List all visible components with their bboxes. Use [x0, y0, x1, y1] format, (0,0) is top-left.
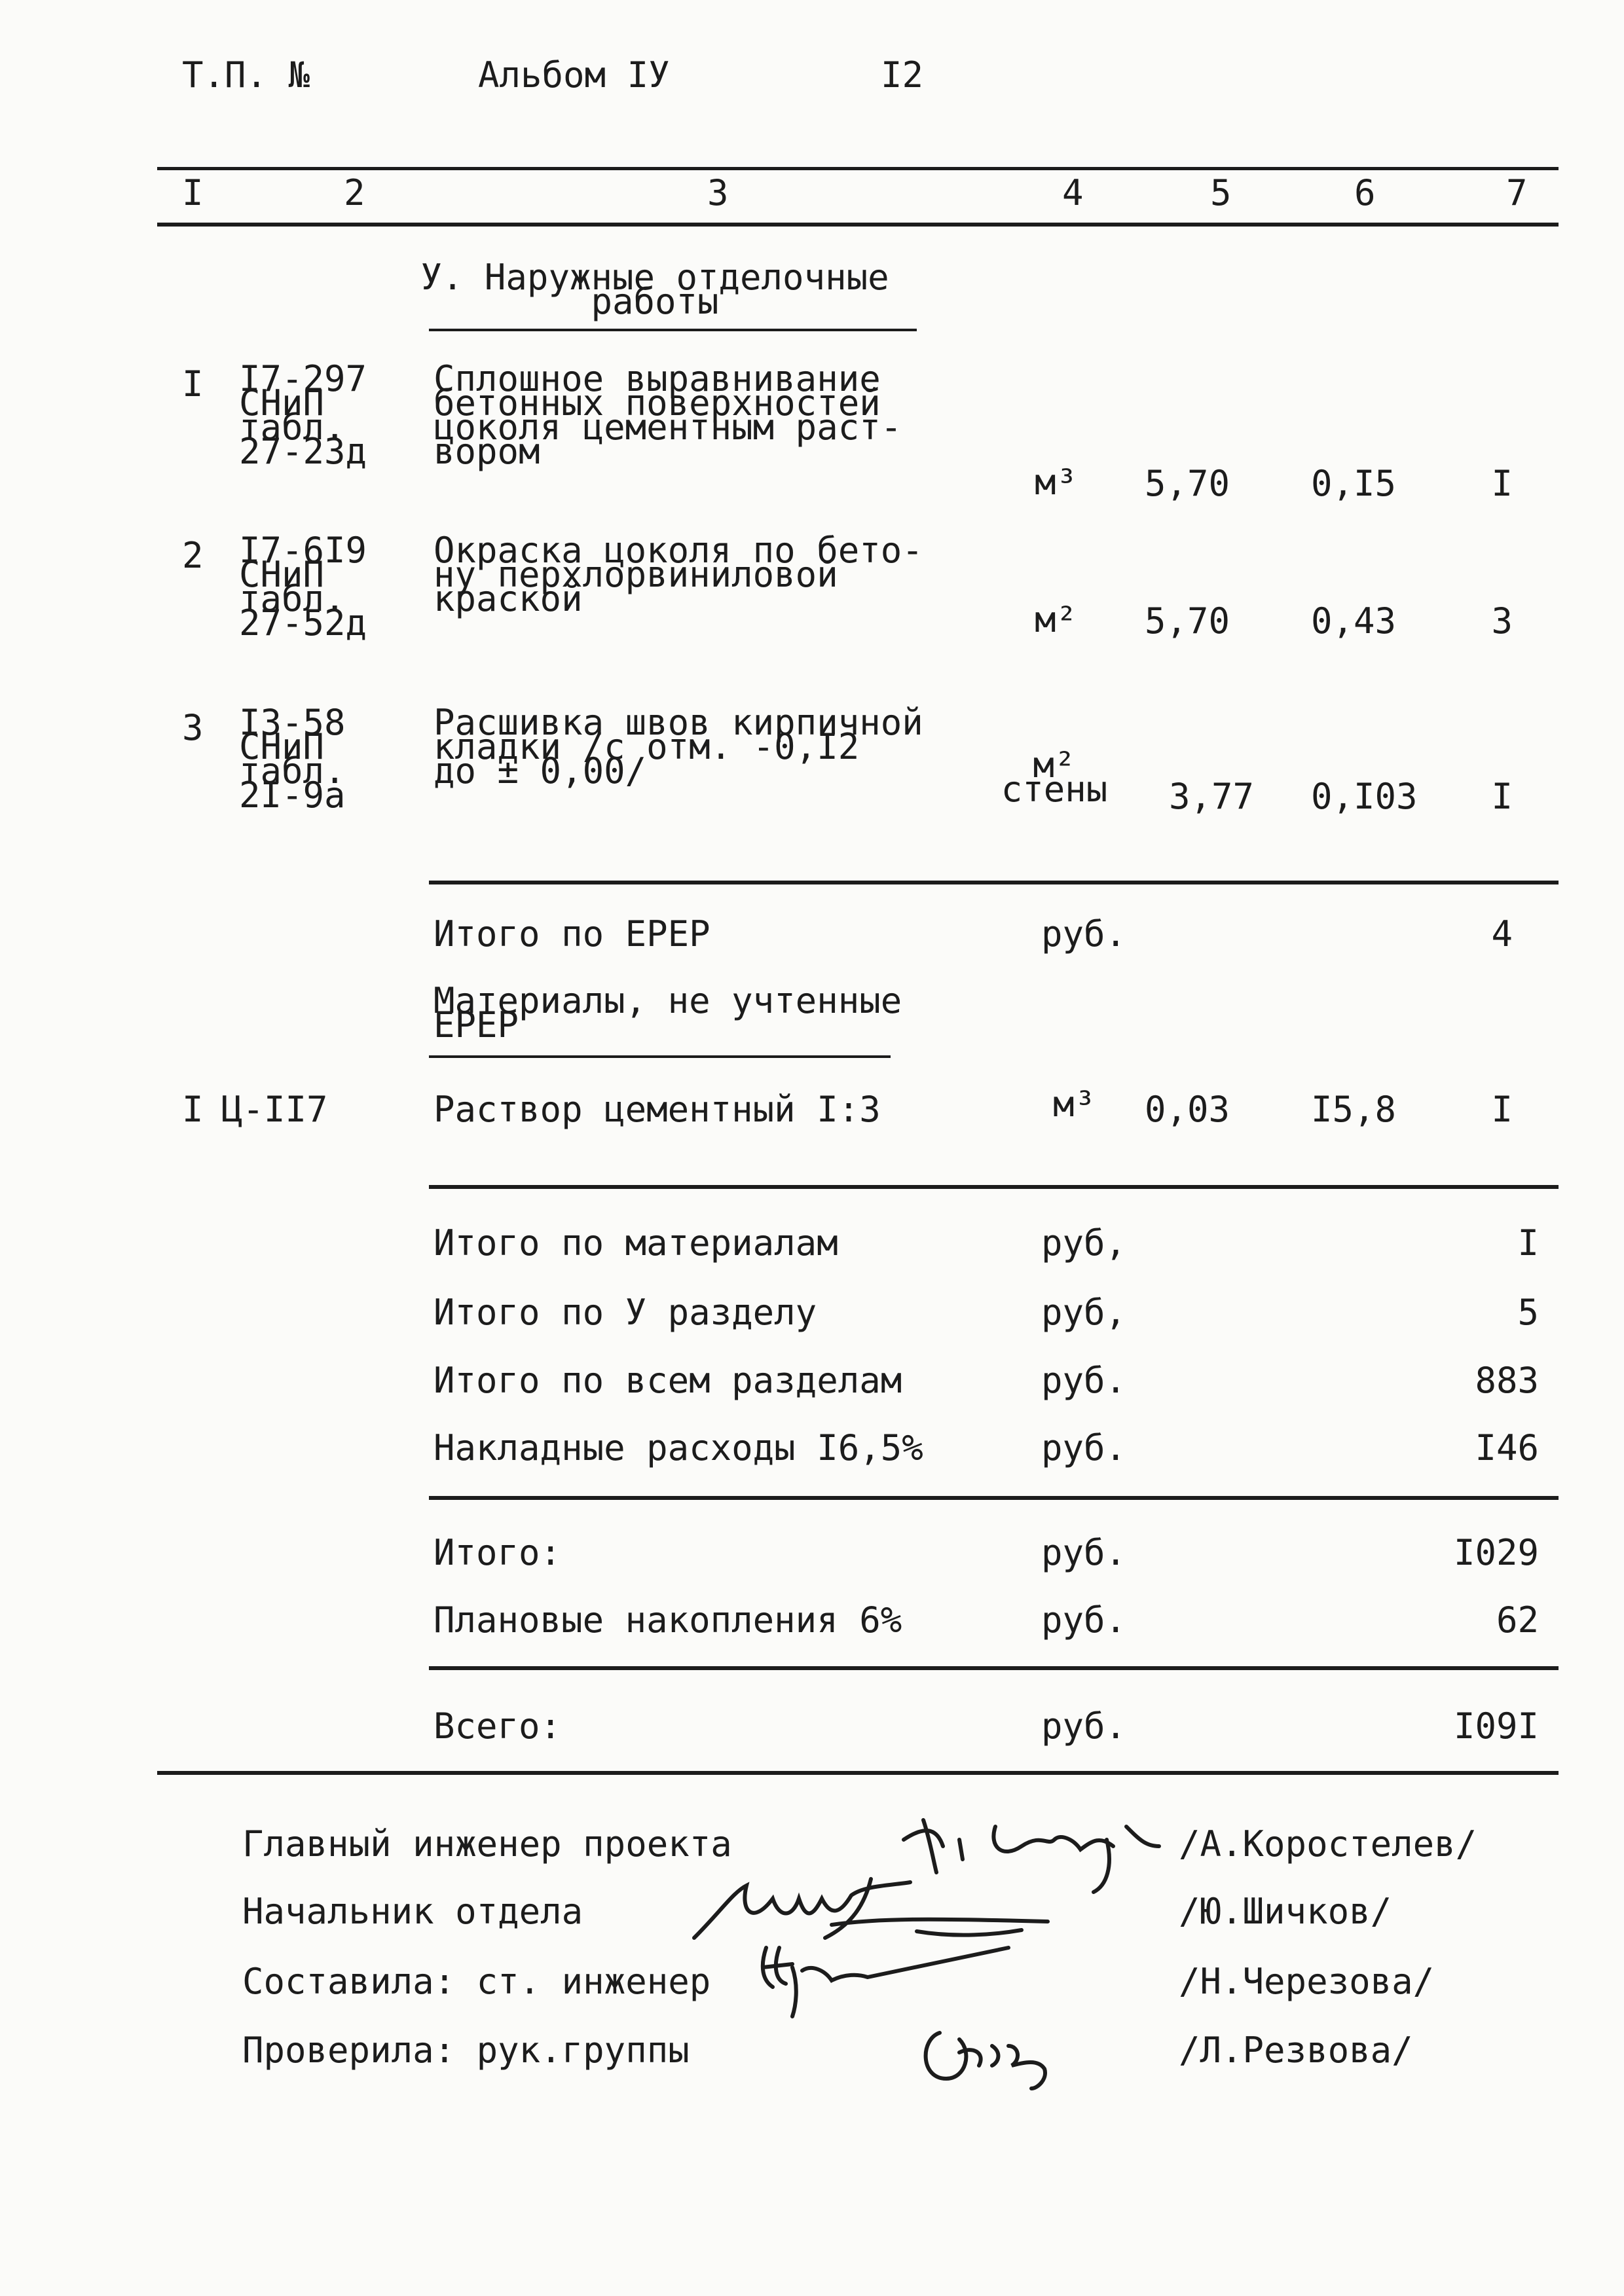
materials-title-underline	[429, 1055, 891, 1058]
row-description: Окраска цоколя по бето- ну перхлорвиниловой краской	[434, 530, 923, 619]
row-unit-price: 0,I5	[1311, 463, 1397, 504]
row-code: I7-6I9 СНиП табл. 27-52д	[239, 530, 367, 644]
total-label: Итого по всем разделам	[434, 1360, 902, 1401]
signatory-role: Проверила: рук.группы	[242, 2030, 690, 2071]
row-total: I	[1491, 463, 1513, 504]
section-title-underline	[429, 329, 917, 331]
works-subtotal-rule	[429, 881, 1559, 884]
signatory-name: /Л.Резвова/	[1179, 2030, 1413, 2071]
material-description: Раствор цементный I:3	[434, 1089, 881, 1130]
total-unit: руб.	[1041, 1599, 1127, 1641]
header-album: Альбом IУ	[478, 54, 670, 96]
col-header-7: 7	[1506, 172, 1528, 213]
row-unit: м² стены	[1001, 744, 1108, 810]
signatory-role: Главный инженер проекта	[242, 1823, 732, 1865]
material-quantity: 0,03	[1145, 1089, 1230, 1130]
col-header-6: 6	[1354, 172, 1376, 213]
col-header-3: 3	[707, 172, 729, 213]
total-value: 883	[1475, 1360, 1539, 1401]
column-header-rule	[157, 223, 1559, 227]
total-label: Итого по материалам	[434, 1222, 838, 1264]
row-unit-price: 0,43	[1311, 600, 1397, 642]
total-value: I46	[1475, 1427, 1539, 1468]
grand-total-unit: руб.	[1041, 1705, 1127, 1747]
grand-total-label: Всего:	[434, 1705, 562, 1747]
header-tp: Т.П. №	[182, 54, 310, 96]
total-label: Итого по У разделу	[434, 1292, 817, 1333]
material-unit-price: I5,8	[1311, 1089, 1397, 1130]
col-header-4: 4	[1062, 172, 1084, 213]
erer-total-unit: руб.	[1041, 913, 1127, 955]
erer-total-label: Итого по ЕРЕР	[434, 913, 710, 955]
total-unit: руб,	[1041, 1292, 1127, 1333]
total-value: 62	[1496, 1599, 1539, 1641]
row-quantity: 3,77	[1169, 776, 1255, 817]
grand-total-value: I09I	[1453, 1705, 1539, 1747]
row-description: Сплошное выравнивание бетонных поверхностей цоколя цементным раст- вором	[434, 358, 902, 472]
row-code: I7-297 СНиП табл. 27-23д	[239, 358, 367, 472]
signatory-name: /Ю.Шичков/	[1179, 1891, 1392, 1932]
row-unit: м³	[1035, 462, 1078, 503]
row-number: 3	[182, 707, 204, 748]
total-label: Итого:	[434, 1532, 562, 1573]
total-value: I029	[1453, 1532, 1539, 1573]
overhead-rule	[429, 1496, 1559, 1500]
table-top-rule	[157, 167, 1559, 170]
row-quantity: 5,70	[1145, 600, 1230, 642]
col-header-2: 2	[344, 172, 365, 213]
total-unit: руб,	[1041, 1222, 1127, 1264]
total-label: Накладные расходы I6,5%	[434, 1427, 923, 1468]
materials-rule	[429, 1185, 1559, 1189]
total-unit: руб.	[1041, 1360, 1127, 1401]
row-quantity: 5,70	[1145, 463, 1230, 504]
handwritten-signature	[913, 2007, 1071, 2092]
col-header-5: 5	[1210, 172, 1232, 213]
row-total: I	[1491, 776, 1513, 817]
erer-total-value: 4	[1491, 913, 1513, 955]
total-label: Плановые накопления 6%	[434, 1599, 902, 1641]
total-value: 5	[1517, 1292, 1539, 1333]
signatory-role: Составила: ст. инженер	[242, 1961, 711, 2002]
page-number: I2	[881, 54, 924, 96]
material-code: Ц-II7	[221, 1089, 328, 1130]
col-header-1: I	[182, 172, 204, 213]
section-title: У. Наружные отделочные работы	[420, 257, 889, 322]
total-value: I	[1517, 1222, 1539, 1264]
total-unit: руб.	[1041, 1427, 1127, 1468]
signatory-name: /А.Коростелев/	[1179, 1823, 1477, 1865]
row-total: 3	[1491, 600, 1513, 642]
row-unit-price: 0,I03	[1311, 776, 1418, 817]
signatory-role: Начальник отдела	[242, 1891, 583, 1932]
total-unit: руб.	[1041, 1532, 1127, 1573]
row-number: 2	[182, 535, 204, 576]
material-unit: м³	[1053, 1084, 1096, 1125]
material-total: I	[1491, 1089, 1513, 1130]
grand-total-rule	[429, 1666, 1559, 1670]
row-code: I3-58 СНиП табл. 2I-9а	[239, 702, 346, 816]
row-description: Расшивка швов кирпичной кладки /с отм. -0,I2 до ± 0,00/	[434, 702, 923, 792]
material-number: I	[182, 1089, 204, 1130]
materials-title: Материалы, не учтенные ЕРЕР	[434, 980, 902, 1046]
signatory-name: /Н.Черезова/	[1179, 1961, 1435, 2002]
row-unit: м²	[1035, 599, 1078, 640]
table-bottom-rule	[157, 1771, 1559, 1775]
row-number: I	[182, 363, 204, 405]
